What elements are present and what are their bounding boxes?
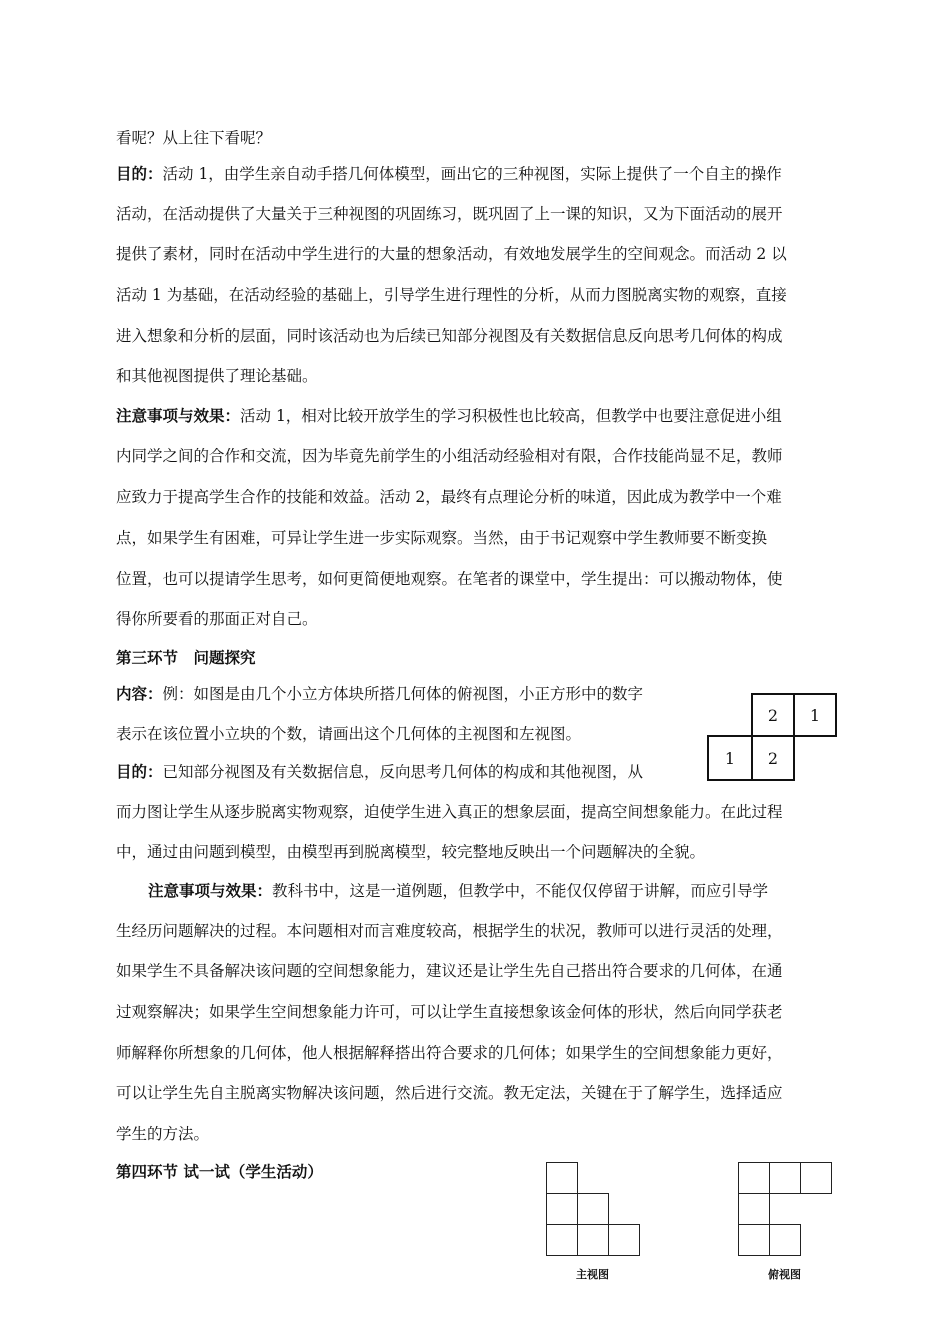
text-line: 得你所要看的那面正对自己。 <box>116 610 318 628</box>
view-square <box>800 1162 832 1194</box>
front-view-caption: 主视图 <box>576 1268 609 1281</box>
front-view-figure <box>546 1162 644 1260</box>
view-square <box>546 1224 578 1256</box>
text-line: 如果学生不具备解决该问题的空间想象能力，建议还是让学生先自己搭出符合要求的几何体，在通 <box>116 962 783 980</box>
view-square <box>738 1193 770 1225</box>
text-line: 学生的方法。 <box>116 1125 210 1143</box>
text-line: 活动 1，相对比较开放学生的学习积极性也比较高，但教学中也要注意促进小组 <box>240 407 782 425</box>
view-square <box>738 1224 770 1256</box>
view-square <box>769 1224 801 1256</box>
text-line: 生经历问题解决的过程。本问题相对而言难度较高，根据学生的状况，教师可以进行灵活的处理， <box>116 922 783 940</box>
purpose-label: 目的： <box>116 763 163 781</box>
text-line: 过观察解决；如果学生空间想象能力许可，可以让学生直接想象该金何体的形状，然后向同学获老 <box>116 1003 783 1021</box>
grid-cell: 2 <box>751 735 795 781</box>
text-line: 看呢？从上往下看呢？ <box>116 129 272 147</box>
view-square <box>769 1162 801 1194</box>
purpose-paragraph <box>116 164 782 184</box>
grid-cell: 1 <box>707 735 753 781</box>
purpose-label: 目的： <box>116 165 163 183</box>
text-line: 可以让学生先自主脱离实物解决该问题，然后进行交流。教无定法，关键在于了解学生，选择适应 <box>116 1084 783 1102</box>
text-line: 例：如图是由几个小立方体块所搭几何体的俯视图，小正方形中的数字 <box>162 685 644 703</box>
content-label: 内容： <box>116 685 163 703</box>
top-view-figure <box>738 1162 836 1260</box>
notes-paragraph <box>148 881 768 901</box>
text-line: 活动 1 为基础，在活动经验的基础上，引导学生进行理性的分析，从而力图脱离实物的观察，直接 <box>116 286 787 304</box>
text-line: 教科书中，这是一道例题，但教学中，不能仅仅停留于讲解，而应引导学 <box>272 882 769 900</box>
text-line: 位置，也可以提请学生思考，如何更简便地观察。在笔者的课堂中，学生提出：可以搬动物体，使 <box>116 570 783 588</box>
view-square <box>738 1162 770 1194</box>
text-line: 中，通过由问题到模型，由模型再到脱离模型，较完整地反映出一个问题解决的全貌。 <box>116 843 706 861</box>
notes-label: 注意事项与效果： <box>116 407 241 425</box>
text-line: 而力图让学生从逐步脱离实物观察，迫使学生进入真正的想象层面，提高空间想象能力。在此过程 <box>116 803 783 821</box>
text-line: 已知部分视图及有关数据信息，反向思考几何体的构成和其他视图，从 <box>162 763 644 781</box>
content-paragraph <box>116 684 643 704</box>
purpose-paragraph <box>116 762 643 782</box>
top-view-number-grid <box>707 693 837 781</box>
section-three-title: 第三环节 问题探究 <box>116 649 256 667</box>
notes-label: 注意事项与效果： <box>148 882 273 900</box>
text-line: 和其他视图提供了理论基础。 <box>116 367 318 385</box>
view-square <box>546 1162 578 1194</box>
text-line: 应致力于提高学生合作的技能和效益。活动 2，最终有点理论分析的味道，因此成为教学中一个难 <box>116 488 782 506</box>
view-square <box>577 1224 609 1256</box>
text-line: 内同学之间的合作和交流，因为毕竟先前学生的小组活动经验相对有限，合作技能尚显不足，教师 <box>116 447 783 465</box>
view-square <box>577 1193 609 1225</box>
view-square <box>608 1224 640 1256</box>
notes-paragraph <box>116 406 782 426</box>
text-line: 进入想象和分析的层面，同时该活动也为后续已知部分视图及有关数据信息反向思考几何体的构成 <box>116 327 783 345</box>
grid-cell: 1 <box>793 693 837 737</box>
text-line: 点，如果学生有困难，可异让学生进一步实际观察。当然，由于书记观察中学生教师要不断变换 <box>116 529 768 547</box>
text-line: 活动 1，由学生亲自动手搭几何体模型，画出它的三种视图，实际上提供了一个自主的操作 <box>162 165 782 183</box>
text-line: 表示在该位置小立块的个数，请画出这个几何体的主视图和左视图。 <box>116 725 582 743</box>
text-line: 活动，在活动提供了大量关于三种视图的巩固练习，既巩固了上一课的知识，又为下面活动的展开 <box>116 205 783 223</box>
section-four-title: 第四环节 试一试（学生活动） <box>116 1163 323 1181</box>
view-square <box>546 1193 578 1225</box>
top-view-caption: 俯视图 <box>768 1268 801 1281</box>
text-line: 提供了素材，同时在活动中学生进行的大量的想象活动，有效地发展学生的空间观念。而活动 2 以 <box>116 245 787 263</box>
text-line: 师解释你所想象的几何体，他人根据解释搭出符合要求的几何体；如果学生的空间想象能力更好， <box>116 1044 783 1062</box>
grid-cell: 2 <box>751 693 795 737</box>
